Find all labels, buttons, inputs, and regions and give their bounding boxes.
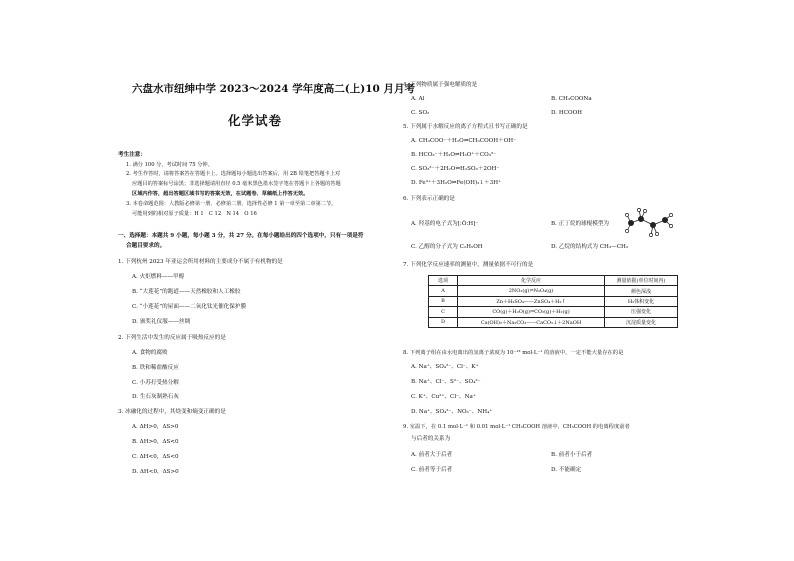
option: D. Fe³⁺＋3H₂O⇌Fe(OH)₃↓＋3H⁺ — [411, 180, 502, 186]
table-cell: CO(g)＋H₂O(g)⇌CO₂(g)＋H₂(g) — [458, 307, 605, 317]
table-row — [429, 286, 678, 296]
option: A. ΔH>0，ΔS>0 — [132, 424, 179, 430]
question-stem: 6. 下列表示正确的是 — [403, 196, 455, 202]
table-cell: 2NO₂(g)⇌N₂O₄(g) — [458, 286, 605, 296]
table-cell: A — [429, 286, 458, 296]
option: D. ΔH<0，ΔS>0 — [132, 469, 179, 475]
notice-line: 区域内作答，超出答题区域书写的答案无效，在试题卷、草稿纸上作答无效。 — [132, 191, 309, 197]
table-cell: C — [429, 307, 458, 317]
table-cell: H₂体积变化 — [605, 296, 678, 306]
question-stem: 3. 冰融化的过程中，其焓变和熵变正确的是 — [118, 409, 226, 415]
option: B. “大莲花”的跑道——天然橡胶和人工橡胶 — [132, 289, 241, 295]
option: B. ΔH>0，ΔS<0 — [132, 439, 179, 445]
section-heading-cont: 合题目要求的。 — [126, 243, 166, 249]
ball-stick-model-icon — [625, 207, 673, 239]
table-cell: B — [429, 296, 458, 306]
option: B. Na⁺、Cl⁻、S²⁻、SO₄²⁻ — [411, 379, 481, 385]
table-header-row — [429, 276, 678, 286]
notice-line: 3. 本卷命题范围：人教版必修第一册、必修第二册、选择性必修 1 第一章至第二章第二节。 — [126, 201, 337, 207]
table-cell: Zn＋H₂SO₄——ZnSO₄＋H₂↑ — [458, 296, 605, 306]
table-cell: 压强变化 — [605, 307, 678, 317]
option: C. “小莲花”的屋面——二氧化钛光催化保护膜 — [132, 304, 247, 310]
subject-title: 化学试卷 — [228, 113, 283, 128]
exam-title: 六盘水市纽绅中学 2023～2024 学年度高二(上)10 月月考 — [132, 83, 415, 95]
table-cell: D — [429, 317, 458, 327]
option: A. 食物的腐败 — [132, 350, 168, 356]
notice-heading: 考生注意： — [118, 152, 146, 158]
notice-line: 2. 考生作答时，请将答案答在答题卡上。选择题每小题选出答案后，用 2B 铅笔把答题卡上对 — [126, 171, 341, 177]
table-cell: 颜色深浅 — [605, 286, 678, 296]
option: A. 火炬燃料——甲醇 — [132, 274, 185, 280]
table-row — [429, 317, 678, 327]
option: D. 不能确定 — [551, 467, 582, 473]
question-stem: 9. 室温下，在 0.1 mol·L⁻¹ 和 0.01 mol·L⁻¹ CH₃COOH 溶液中，CH₃COOH 的电离程度前者 — [403, 424, 630, 430]
question-stem: 4. 下列物质属于强电解质的是 — [403, 82, 478, 88]
notice-line: 1. 满分 100 分，考试时间 75 分钟。 — [126, 162, 213, 168]
option: A. CH₃COO⁻＋H₂O⇌CH₃COOH＋OH⁻ — [411, 138, 517, 144]
option: A. 羟基的电子式为[:Ö:H]⁻ — [411, 221, 479, 227]
table-header: 测量依据(单位时间内) — [605, 276, 678, 286]
section-heading: 一、选择题：本题共 9 小题，每小题 3 分，共 27 分。在每小题给出的四个选项中，只有一项是符 — [118, 233, 364, 239]
option: D. 乙烷的结构式为 CH₃—CH₃ — [551, 244, 629, 250]
rate-table — [428, 275, 678, 328]
table-header: 化学反应 — [458, 276, 605, 286]
option: C. K⁺、Cu²⁺、Cl⁻、Na⁺ — [411, 394, 476, 400]
table-row — [429, 296, 678, 306]
option: C. 小苏打受热分解 — [132, 380, 179, 386]
question-stem: 7. 下列化学反应速率的测量中，测量依据不可行的是 — [403, 262, 534, 268]
option: A. 前者大于后者 — [411, 452, 453, 458]
option: C. SO₃²⁻＋2H₂O⇌H₂SO₃＋2OH⁻ — [411, 166, 500, 172]
option: A. Al — [411, 96, 425, 102]
option: B. HCO₃⁻＋H₂O⇌H₃O⁺＋CO₃²⁻ — [411, 152, 497, 158]
notice-line: 应题目的答案标号涂黑；非选择题请用直径 0.5 毫米黑色墨水签字笔在答题卡上各题的答题 — [132, 181, 341, 187]
table-cell: 沉淀质量变化 — [605, 317, 678, 327]
question-stem: 2. 下列生活中发生的反应属于吸热反应的是 — [118, 335, 226, 341]
option: B. 铁和稀盐酸反应 — [132, 365, 179, 371]
table-header: 选项 — [429, 276, 458, 286]
table-row — [429, 307, 678, 317]
question-stem: 8. 下列离子组在由水电离出的氢离子浓度为 10⁻¹³ mol·L⁻¹ 的溶液中，一定不能大量存在的是 — [403, 350, 624, 356]
option: C. SO₂ — [411, 110, 430, 116]
option: B. CH₃COONa — [551, 96, 592, 102]
option: D. 生石灰制熟石灰 — [132, 394, 179, 400]
question-stem: 5. 下列属于水解反应的离子方程式且书写正确的是 — [403, 124, 528, 130]
option: B. 正丁烷的球棍模型为 — [551, 221, 610, 227]
option: C. 前者等于后者 — [411, 467, 453, 473]
option: D. Na⁺、SO₄²⁻、NO₃⁻、NH₄⁺ — [411, 409, 493, 415]
option: D. HCOOH — [551, 110, 583, 116]
question-stem-cont: 与后者的关系为 — [411, 436, 451, 442]
option: D. 颁奖礼仪服——丝绸 — [132, 319, 191, 325]
option: B. 前者小于后者 — [551, 452, 593, 458]
option: A. Na⁺、SO₄²⁻、Cl⁻、K⁺ — [411, 364, 479, 370]
option: C. ΔH<0，ΔS<0 — [132, 454, 179, 460]
notice-line: 可能用到的相对原子质量：H 1 C 12 N 14 O 16 — [132, 211, 257, 217]
option: C. 乙醇的分子式为 C₂H₅OH — [411, 244, 483, 250]
table-cell: Ca(OH)₂＋Na₂CO₃——CaCO₃↓＋2NaOH — [458, 317, 605, 327]
question-stem: 1. 下列杭州 2023 年亚运会所用材料的主要成分不属于有机物的是 — [118, 259, 283, 265]
